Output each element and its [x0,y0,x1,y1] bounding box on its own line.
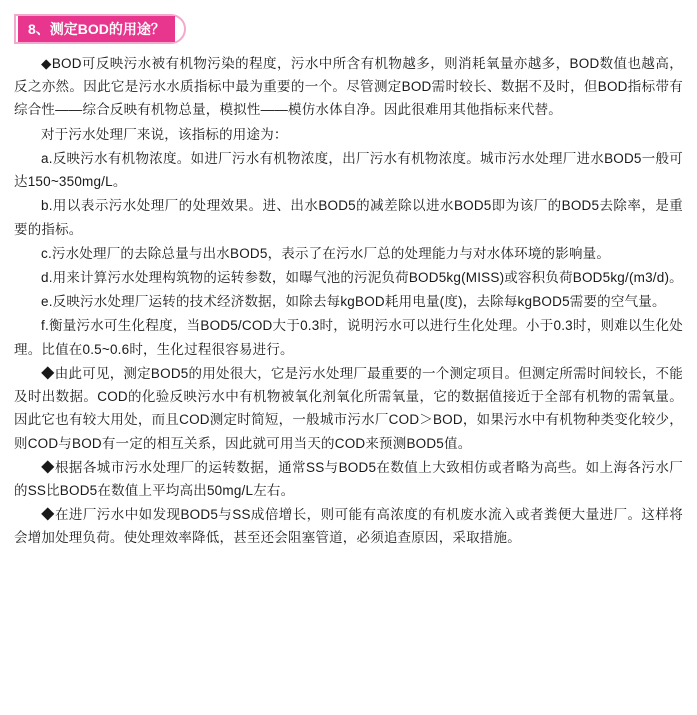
page-title: 8、测定BOD的用途？ [18,16,175,42]
paragraph-text: 由此可见，测定BOD5的用处很大，它是污水处理厂最重要的一个测定项目。但测定所需时间较长，不能及时出数据。COD的化验反映污水中有机物被氧化剂氧化所需氧量，它的数据值接近于全部有机物的需氧量。因此它也有较大用处，而且COD测定时简短，一般城市污水厂COD＞BOD，如果污水中有机物种类变化较少，则COD与BOD有一定的相互关系，因此就可用当天的COD来预测BOD5值。 [14,365,683,451]
paragraph-text: 在进厂污水中如发现BOD5与SS成倍增长，则可能有高浓度的有机废水流入或者粪便大量进厂。这样将会增加处理负荷。使处理效率降低，甚至还会阻塞管道，必须追查原因，采取措施。 [14,507,684,546]
paragraph-text: c.污水处理厂的去除总量与出水BOD5，表示了在污水厂总的处理能力与对水体环境的影响量。 [41,245,611,261]
paragraph-text: 对于污水处理厂来说，该指标的用途为： [41,126,288,142]
page-title-block [14,14,683,44]
paragraph-text: BOD可反映污水被有机物污染的程度，污水中所含有机物越多，则消耗氧量亦越多，BOD数值也越高，反之亦然。因此它是污水水质指标中最为重要的一个。尽管测定BOD需时较长、数据不及时，但BOD指标带有综合性——综合反映有机物总量，模拟性——模仿水体自净。因此很难用其他指标来代替。 [14,56,683,118]
paragraph [14,503,683,549]
paragraph [14,242,683,265]
paragraph [14,52,683,122]
paragraph-text: b.用以表示污水处理厂的处理效果。进、出水BOD5的减差除以进水BOD5即为该厂的BOD5去除率，是重要的指标。 [14,198,683,237]
bullet-icon: ◆ [41,56,52,71]
paragraph [14,290,683,313]
paragraph-text: f.衡量污水可生化程度，当BOD5/COD大于0.3时，说明污水可以进行生化处理。小于0.3时，则难以生化处理。比值在0.5~0.6时，生化过程很容易进行。 [14,318,683,357]
paragraph-text: e.反映污水处理厂运转的技术经济数据，如除去每kgBOD耗用电量(度)，去除每kgBOD5需要的空气量。 [41,294,666,310]
document-body [14,52,683,550]
paragraph-text: a.反映污水有机物浓度。如进厂污水有机物浓度，出厂污水有机物浓度。城市污水处理厂进水BOD5一般可达150~350mg/L。 [14,150,683,190]
paragraph [14,314,683,360]
paragraph [14,194,683,240]
bullet-icon: ◆ [41,507,55,523]
paragraph-text: 根据各城市污水处理厂的运转数据，通常SS与BOD5在数值上大致相仿或者略为高些。如上海各污水厂的SS比BOD5在数值上平均高出50mg/L左右。 [14,459,684,498]
paragraph [14,123,683,146]
paragraph [14,147,683,193]
paragraph [14,456,683,502]
paragraph [14,266,683,289]
bullet-icon: ◆ [41,459,55,475]
paragraph-text: d.用来计算污水处理构筑物的运转参数，如曝气池的污泥负荷BOD5kg(MISS)或容积负荷BOD5kg/(m3/d)。 [41,269,683,285]
bullet-icon: ◆ [41,365,55,381]
paragraph [14,362,683,455]
